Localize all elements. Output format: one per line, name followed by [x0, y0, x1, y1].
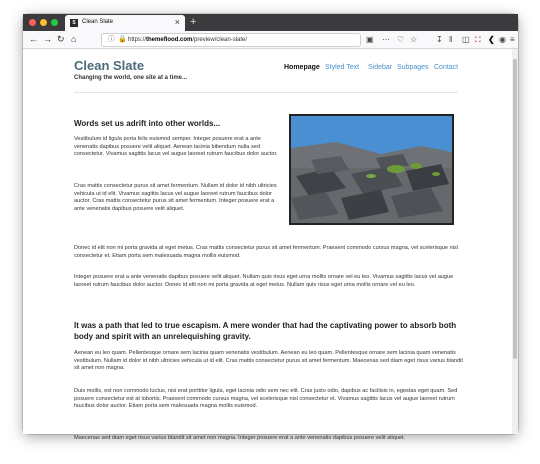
tab-close-icon[interactable]: ×: [174, 17, 180, 27]
new-tab-icon[interactable]: +: [190, 16, 197, 28]
scrollbar-thumb[interactable]: [513, 59, 517, 359]
sidebar-icon[interactable]: ◫: [462, 35, 470, 44]
menu-icon[interactable]: ≡: [510, 35, 515, 44]
address-bar[interactable]: [101, 33, 361, 47]
extension-circle-icon[interactable]: ◉: [499, 35, 506, 44]
info-icon[interactable]: ⓘ: [108, 36, 115, 43]
extension-shield-icon[interactable]: ⛚: [475, 35, 481, 44]
extension-back-icon[interactable]: ❮: [488, 35, 495, 44]
bookmark-star-icon[interactable]: ☆: [410, 35, 418, 44]
header-divider: [74, 92, 458, 93]
minimize-window-button[interactable]: [40, 19, 47, 26]
back-icon[interactable]: ←: [29, 34, 38, 44]
heading-escapism: It was a path that led to true escapism. A mere wonder that had the captivating power to absorb both body and spirit with an unrelequishing gravity.: [74, 321, 457, 341]
paragraph-4: Integer posuere erat a ante venenatis dapibus posuere velit aliquet. Nullam quis risus eget urna mollis ornare vel eu leo. Vivamus sagittis lacus vel augue laoreet rutrum faucibus dolor auctor. Donec id elit non mi porta gravida at eget metus. Nullam quis risus eget urna mollis ornare vel eu leo.: [74, 274, 454, 288]
page-content: [23, 49, 512, 441]
zoom-window-button[interactable]: [51, 19, 58, 26]
paragraph-6: Duis mollis, est non commodo luctus, nisi erat porttitor ligula, eget lacinia odio sem nec elit. Cras justo odio, dapibus ac facilisis in, egestas eget quam. Sed posuere consectetur est at lobortis. Praesent commodo cursus magna, vel scelerisque nisl consectetur et. Vivamus sagittis lacus vel augue laoreet rutrum faucibus dolor auctor. Etiam porta sem malesuada magna mollis euismod.: [74, 388, 458, 410]
forward-icon[interactable]: →: [43, 34, 52, 44]
tab-title: Clean Slate: [82, 19, 114, 25]
nav-contact[interactable]: Contact: [434, 64, 459, 71]
lock-icon: 🔒: [118, 36, 127, 43]
paragraph-7: Maecenas sed diam eget risus varius blandit sit amet non magna. Integer posuere erat a ante venenatis dapibus posuere velit aliquet.: [74, 435, 406, 441]
site-favicon-icon: S: [70, 19, 78, 27]
nav-styled-text[interactable]: Styled Text: [325, 64, 360, 71]
home-icon[interactable]: ⌂: [71, 34, 77, 44]
nav-subpages[interactable]: Subpages: [397, 64, 429, 71]
library-icon[interactable]: ‖: [449, 35, 453, 44]
close-window-button[interactable]: [29, 19, 36, 26]
downloads-icon[interactable]: ↧: [436, 35, 443, 44]
paragraph-2: Cras mattis consectetur purus sit amet fermentum. Nullam id dolor id nibh ultricies vehicula ut id elit. Vivamus sagittis lacus vel augue laoreet rutrum faucibus dolor auctor. Cras mattis consectetur purus sit amet fermentum. Integer posuere erat a ante venenatis dapibus posuere velit aliquet.: [74, 183, 277, 212]
reader-view-icon[interactable]: ▣: [366, 35, 374, 44]
pocket-icon[interactable]: ♡: [397, 35, 405, 44]
tab-clean-slate[interactable]: [65, 15, 185, 31]
tab-bar: [23, 14, 518, 31]
browser-window: [23, 14, 518, 441]
paragraph-3: Donec id elit non mi porta gravida at eget metus. Cras mattis consectetur purus sit amet fermentum. Praesent commodo cursus magna, vel scelerisque nisl consectetur et. Etiam porta sem malesuada magna mollis euismod.: [74, 245, 458, 259]
paragraph-1: Vestibulum id ligula porta felis euismod semper. Integer posuere erat a ante venenatis dapibus posuere velit aliquet. Aenean lacinia bibendum nulla sed consectetur. Vivamus sagittis lacus vel augue laoreet rutrum faucibus dolor auctor.: [74, 136, 278, 158]
site-title[interactable]: Clean Slate: [74, 58, 145, 73]
page-actions-icon[interactable]: ⋯: [382, 35, 390, 44]
paragraph-5: Aenean eu leo quam. Pellentesque ornare sem lacinia quam venenatis vestibulum. Aenean eu leo quam. Pellentesque ornare sem lacinia quam venenatis vestibulum. Nullam id dolor id nibh ultricies vehicula ut id elit. Cras mattis consectetur purus sit amet fermentum. Maecenas sed diam eget risus varius blandit sit amet non magna.: [74, 350, 463, 372]
reload-icon[interactable]: ↻: [57, 34, 65, 44]
nav-homepage[interactable]: Homepage: [284, 64, 320, 71]
url-text[interactable]: https://themeflood.com/preview/clean-slate/: [128, 37, 248, 43]
browser-toolbar: [23, 31, 518, 49]
heading-words-adrift: Words set us adrift into other worlds...: [74, 119, 221, 128]
site-tagline: Changing the world, one site at a time...: [74, 75, 188, 81]
nav-sidebar[interactable]: Sidebar: [368, 64, 393, 71]
slate-rocks-photo: [289, 114, 454, 225]
page-scrollbar[interactable]: [512, 49, 518, 434]
